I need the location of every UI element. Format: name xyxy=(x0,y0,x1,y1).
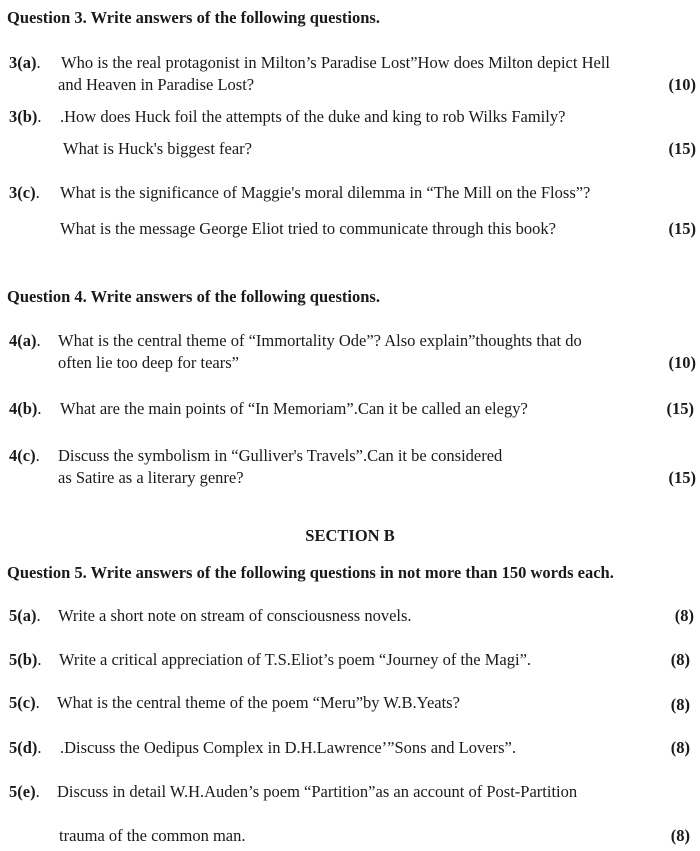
question-5d-marks: (8) xyxy=(670,738,690,757)
question-3b-marks: (15) xyxy=(668,139,696,158)
question-3a-number: 3(a). xyxy=(9,53,41,72)
question-3c-number: 3(c). xyxy=(9,183,40,202)
question-5d-number: 5(d). xyxy=(9,738,42,757)
question-5d-line-1: .Discuss the Oedipus Complex in D.H.Lawrence’”Sons and Lovers”. xyxy=(60,738,516,757)
question-5e-line-1: Discuss in detail W.H.Auden’s poem “Partition”as an account of Post-Partition xyxy=(57,782,578,801)
question-4b-line-1: What are the main points of “In Memoriam”.Can it be called an elegy? xyxy=(60,399,528,418)
question-3c-marks: (15) xyxy=(668,219,696,238)
question-3b-line-2: What is Huck's biggest fear? xyxy=(63,139,252,158)
question-4c-line-2: as Satire as a literary genre? xyxy=(58,468,244,487)
question-3b-number: 3(b). xyxy=(9,107,42,126)
question-3b-line-1: .How does Huck foil the attempts of the duke and king to rob Wilks Family? xyxy=(60,107,566,126)
question-5a-number: 5(a). xyxy=(9,606,41,625)
question-5a-line-1: Write a short note on stream of consciousness novels. xyxy=(58,606,412,625)
question-4b-marks: (15) xyxy=(666,399,694,418)
question-5a-marks: (8) xyxy=(674,606,694,625)
question-5c-number: 5(c). xyxy=(9,693,40,712)
question-4c-marks: (15) xyxy=(668,468,696,487)
question-4b-number: 4(b). xyxy=(9,399,42,418)
question-5c-marks: (8) xyxy=(670,695,690,714)
question-5e-number: 5(e). xyxy=(9,782,40,801)
question-3a-line-1: Who is the real protagonist in Milton’s Paradise Lost”How does Milton depict Hell xyxy=(61,53,610,72)
question-4a-number: 4(a). xyxy=(9,331,41,350)
question-5b-marks: (8) xyxy=(670,650,690,669)
section-b-heading: SECTION B xyxy=(305,526,395,545)
question-3a-line-2: and Heaven in Paradise Lost? xyxy=(58,75,255,94)
question-5b-number: 5(b). xyxy=(9,650,42,669)
question-4-heading: Question 4. Write answers of the following questions. xyxy=(7,287,380,306)
question-5-heading: Question 5. Write answers of the following questions in not more than 150 words each. xyxy=(7,563,614,582)
question-5c-line-1: What is the central theme of the poem “Meru”by W.B.Yeats? xyxy=(57,693,460,712)
question-5b-line-1: Write a critical appreciation of T.S.Eliot’s poem “Journey of the Magi”. xyxy=(59,650,532,669)
question-5e-marks: (8) xyxy=(670,826,690,845)
question-3a-marks: (10) xyxy=(668,75,696,94)
question-4c-number: 4(c). xyxy=(9,446,40,465)
question-4a-line-1: What is the central theme of “Immortality Ode”? Also explain”thoughts that do xyxy=(58,331,582,350)
question-5e-line-2: trauma of the common man. xyxy=(59,826,246,845)
question-4a-line-2: often lie too deep for tears” xyxy=(58,353,239,372)
question-3c-line-2: What is the message George Eliot tried to communicate through this book? xyxy=(60,219,556,238)
question-4c-line-1: Discuss the symbolism in “Gulliver's Travels”.Can it be considered xyxy=(58,446,503,465)
question-3c-line-1: What is the significance of Maggie's moral dilemma in “The Mill on the Floss”? xyxy=(60,183,591,202)
question-3-heading: Question 3. Write answers of the following questions. xyxy=(7,8,380,27)
question-4a-marks: (10) xyxy=(668,353,696,372)
